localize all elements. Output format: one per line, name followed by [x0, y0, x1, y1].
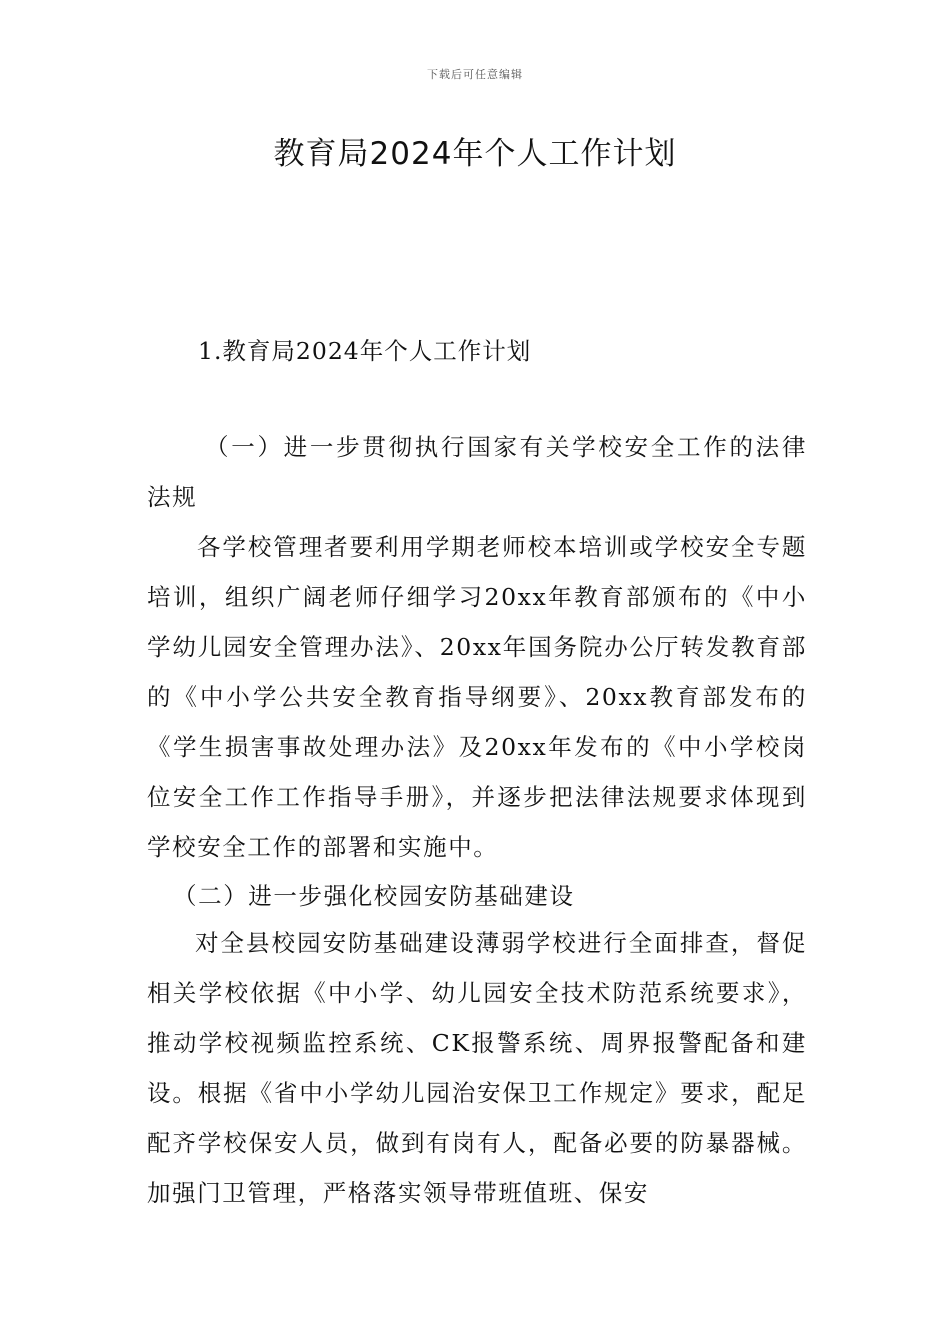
header-note: 下载后可任意编辑 — [427, 68, 523, 81]
document-title: 教育局2024年个人工作计划 — [273, 136, 677, 172]
paragraph-safety-regulations: 各学校管理者要利用学期老师校本培训或学校安全专题培训，组织广阔老师仔细学习20xx年教育部颁布的《中小学幼儿园安全管理办法》、20xx年国务院办公厅转发教育部的《中小学公共安全教育指导纲要》、20xx教育部发布的《学生损害事故处理办法》及20xx年发布的《中小学校岗位安全工作工作指导手册》，并逐步把法律法规要求体现到学校安全工作的部署和实施中。 — [147, 533, 807, 861]
paragraph-security-infrastructure: 对全县校园安防基础建设薄弱学校进行全面排查，督促相关学校依据《中小学、幼儿园安全技术防范系统要求》，推动学校视频监控系统、CK报警系统、周界报警配备和建设。根据《省中小学幼儿园治安保卫工作规定》要求，配足配齐学校保安人员，做到有岗有人，配备必要的防暴器械。加强门卫管理，严格落实领导带班值班、保安 — [147, 929, 807, 1207]
subsection-heading-2: （二）进一步强化校园安防基础建设 — [173, 882, 575, 910]
section-heading: 1.教育局2024年个人工作计划 — [198, 337, 532, 365]
subsection-heading-1: （一）进一步贯彻执行国家有关学校安全工作的法律法规 — [147, 433, 807, 511]
